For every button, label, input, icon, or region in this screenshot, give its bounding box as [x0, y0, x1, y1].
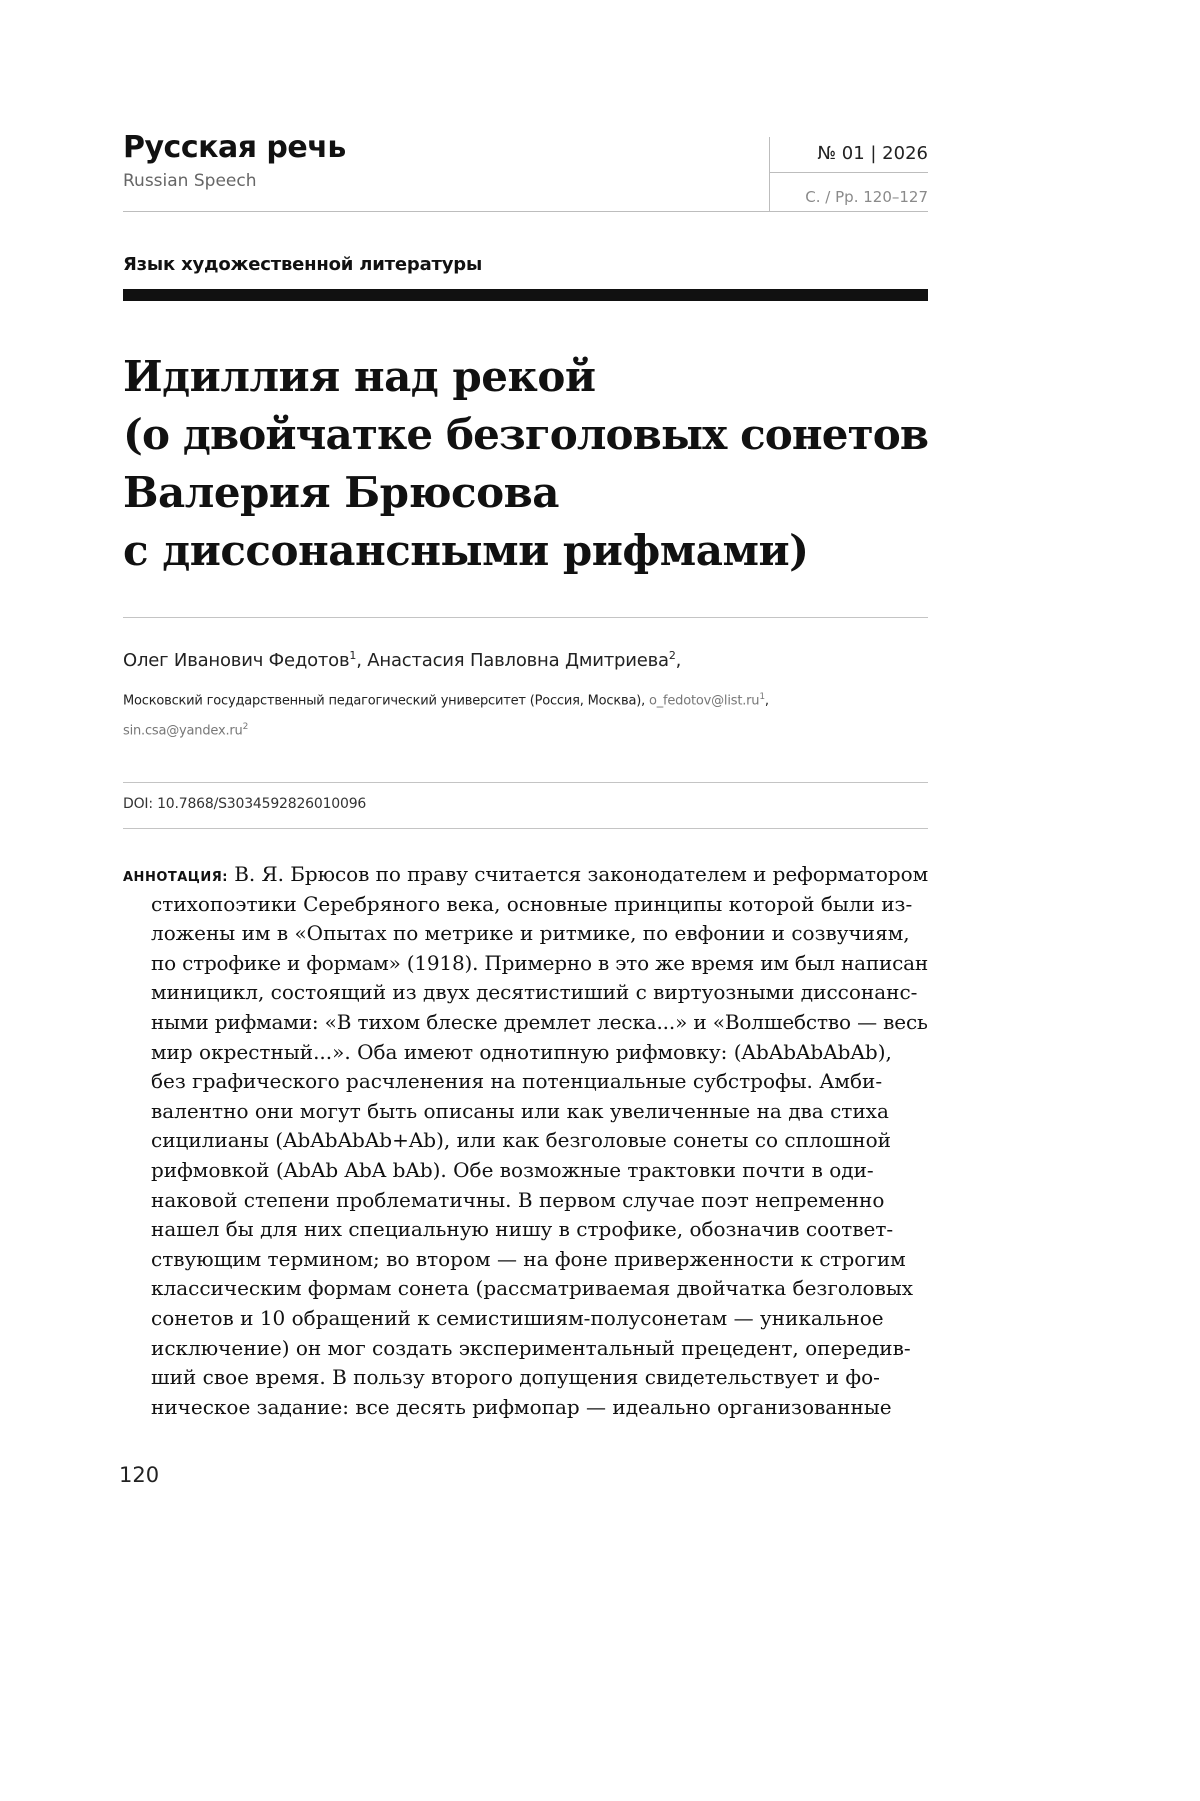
- abstract-line: нашел бы для них специальную нишу в строфике, обозначив соответ-: [151, 1217, 894, 1242]
- author-separator: ,: [356, 650, 368, 671]
- email-separator: ,: [764, 693, 769, 709]
- abstract-line: ствующим термином; во втором — на фоне приверженности к строгим: [151, 1246, 906, 1271]
- abstract-line: ническое задание: все десять рифмопар — идеально организованные: [151, 1394, 892, 1419]
- abstract-line: [123, 860, 928, 890]
- author-name: Олег Иванович Федотов: [123, 650, 350, 671]
- abstract-line: сонетов и 10 обращений к семистишиям-полусонетам — уникальное: [151, 1305, 884, 1330]
- header-rule: [123, 211, 928, 212]
- divider-above-doi: [123, 782, 928, 783]
- abstract-line: ложены им в «Опытах по метрике и ритмике, по евфонии и созвучиям,: [151, 921, 910, 946]
- title-line: Валерия Брюсова: [123, 468, 560, 517]
- author-email-link[interactable]: o_fedotov@list.ru: [648, 693, 760, 709]
- title-line: Идиллия над рекой: [123, 352, 596, 401]
- abstract-label: АННОТАЦИЯ:: [123, 870, 228, 885]
- title-line: (о двойчатке безголовых сонетов: [123, 410, 929, 459]
- issue-number: № 01 | 2026: [817, 143, 928, 164]
- abstract-line: рифмовкой (AbAb AbA bAb). Обе возможные трактовки почти в оди-: [151, 1157, 874, 1182]
- affiliation: [123, 684, 928, 745]
- page-range: С. / Pp. 120–127: [805, 188, 928, 206]
- divider-above-authors: [123, 617, 928, 618]
- section-heading: Язык художественной литературы: [123, 254, 483, 275]
- abstract: [123, 860, 928, 1422]
- abstract-line: без графического расчленения на потенциальные субстрофы. Амби-: [151, 1069, 883, 1094]
- abstract-line: наковой степени проблематичны. В первом случае поэт непременно: [151, 1187, 885, 1212]
- abstract-line: исключение) он мог создать экспериментальный прецедент, опередив-: [151, 1335, 911, 1360]
- email-mark: 1: [759, 692, 765, 702]
- abstract-line: ными рифмами: «В тихом блеске дремлет леска...» и «Волшебство — весь: [151, 1009, 928, 1034]
- abstract-line: сицилианы (AbAbAbAb+Ab), или как безголовые сонеты со сплошной: [151, 1128, 891, 1153]
- header-divider-issue: [770, 172, 928, 173]
- author-name: Анастасия Павловна Дмитриева: [367, 650, 669, 671]
- abstract-line: ший свое время. В пользу второго допущения свидетельствует и фо-: [151, 1365, 880, 1390]
- author-affil-mark: 1: [349, 649, 357, 662]
- abstract-line: классическим формам сонета (рассматриваемая двойчатка безголовых: [151, 1276, 914, 1301]
- article-title: [123, 348, 928, 580]
- affiliation-text: Московский государственный педагогический университет (Россия, Москва),: [123, 693, 649, 709]
- page-number: 120: [119, 1463, 160, 1487]
- abstract-line: мир окрестный...». Оба имеют однотипную рифмовку: (AbAbAbAbAb),: [151, 1039, 892, 1064]
- doi[interactable]: DOI: 10.7868/S3034592826010096: [123, 796, 367, 812]
- abstract-line: стихопоэтики Серебряного века, основные принципы которой были из-: [151, 891, 913, 916]
- author-email-link[interactable]: sin.csa@yandex.ru: [123, 723, 243, 739]
- abstract-line: валентно они могут быть описаны или как увеличенные на два стиха: [151, 1098, 889, 1123]
- journal-subtitle: Russian Speech: [123, 171, 257, 191]
- authors: [123, 649, 681, 671]
- abstract-line: миницикл, состоящий из двух десятистиший с виртуозными диссонанс-: [151, 980, 918, 1005]
- title-line: с диссонансными рифмами): [123, 526, 809, 575]
- email-mark: 2: [242, 722, 249, 733]
- header-divider-vertical: [769, 137, 770, 212]
- section-bar: [123, 289, 928, 301]
- divider-below-doi: [123, 828, 928, 829]
- abstract-line-text: В. Я. Брюсов по праву считается законодателем и реформатором: [234, 862, 929, 886]
- abstract-line: по строфике и формам» (1918). Примерно в это же время им был написан: [151, 950, 928, 975]
- journal-title: Русская речь: [123, 130, 346, 165]
- author-affil-mark: 2: [668, 649, 676, 662]
- author-trailing-comma: ,: [675, 650, 682, 671]
